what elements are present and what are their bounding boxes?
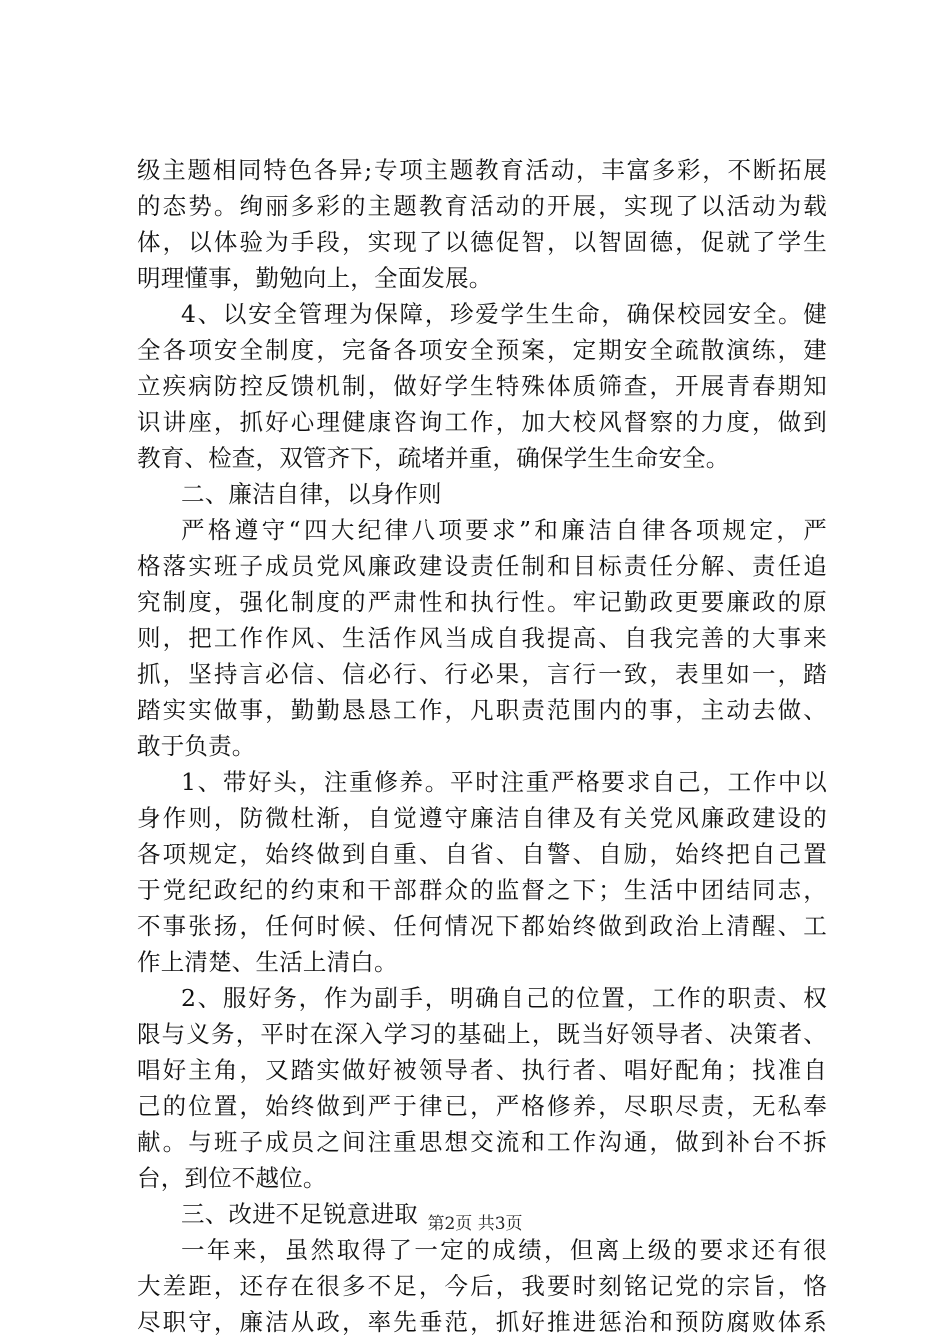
text-line: 明理懂事，勤勉向上，全面发展。 <box>137 264 493 292</box>
text-line: 台，到位不越位。 <box>137 1164 327 1192</box>
text-line: 教育、检查，双管齐下，疏堵并重，确保学生生命安全。 <box>137 444 730 472</box>
text-line: 不事张扬，任何时候、任何情况下都始终做到政治上清醒、工 <box>137 912 827 940</box>
text-line: 格落实班子成员党风廉政建设责任制和目标责任分解、责任追 <box>137 552 827 580</box>
section-heading: 二、廉洁自律，以身作则 <box>181 480 442 508</box>
text-line: 各项规定，始终做到自重、自省、自警、自励，始终把自己置 <box>137 840 827 868</box>
paragraph-first-line: 严格遵守“四大纪律八项要求”和廉洁自律各项规定，严 <box>181 516 827 544</box>
text-line: 立疾病防控反馈机制，做好学生特殊体质筛查，开展青春期知 <box>137 372 827 400</box>
text-line: 作上清楚、生活上清白。 <box>137 948 398 976</box>
paragraph-first-line: 1、带好头，注重修养。平时注重严格要求自己，工作中以 <box>181 768 827 796</box>
document-body <box>137 152 827 1340</box>
text-line: 己的位置，始终做到严于律已，严格修养，尽职尽责，无私奉 <box>137 1092 827 1120</box>
text-line: 体，以体验为手段，实现了以德促智，以智固德，促就了学生 <box>137 228 827 256</box>
text-line: 于党纪政纪的约束和干部群众的监督之下；生活中团结同志， <box>137 876 827 904</box>
text-line: 则，把工作作风、生活作风当成自我提高、自我完善的大事来 <box>137 624 827 652</box>
text-line: 级主题相同特色各异;专项主题教育活动，丰富多彩，不断拓展 <box>137 156 827 184</box>
page-number-footer: 第2页 共3页 <box>427 1214 523 1234</box>
text-line: 唱好主角，又踏实做好被领导者、执行者、唱好配角；找准自 <box>137 1056 827 1084</box>
text-line: 抓，坚持言必信、信必行、行必果，言行一致，表里如一，踏 <box>137 660 827 688</box>
section-heading: 三、改进不足锐意进取 <box>181 1200 418 1228</box>
text-line: 敢于负责。 <box>137 732 256 760</box>
paragraph-first-line: 2、服好务，作为副手，明确自己的位置，工作的职责、权 <box>181 984 827 1012</box>
text-line: 大差距，还存在很多不足，今后，我要时刻铭记党的宗旨，恪 <box>137 1272 827 1300</box>
text-line: 全各项安全制度，完备各项安全预案，定期安全疏散演练，建 <box>137 336 827 364</box>
text-line: 献。与班子成员之间注重思想交流和工作沟通，做到补台不拆 <box>137 1128 827 1156</box>
text-line: 限与义务，平时在深入学习的基础上，既当好领导者、决策者、 <box>137 1020 827 1048</box>
text-line: 的态势。绚丽多彩的主题教育活动的开展，实现了以活动为载 <box>137 192 827 220</box>
text-line: 尽职守，廉洁从政，率先垂范，抓好推进惩治和预防腐败体系 <box>137 1308 827 1336</box>
text-line: 踏实实做事，勤勤恳恳工作，凡职责范围内的事，主动去做、 <box>137 696 827 724</box>
text-line: 识讲座，抓好心理健康咨询工作，加大校风督察的力度，做到 <box>137 408 827 436</box>
text-line: 究制度，强化制度的严肃性和执行性。牢记勤政更要廉政的原 <box>137 588 827 616</box>
paragraph-first-line: 4、以安全管理为保障，珍爱学生生命，确保校园安全。健 <box>181 300 827 328</box>
paragraph-first-line: 一年来，虽然取得了一定的成绩，但离上级的要求还有很 <box>181 1236 827 1264</box>
text-line: 身作则，防微杜渐，自觉遵守廉洁自律及有关党风廉政建设的 <box>137 804 827 832</box>
